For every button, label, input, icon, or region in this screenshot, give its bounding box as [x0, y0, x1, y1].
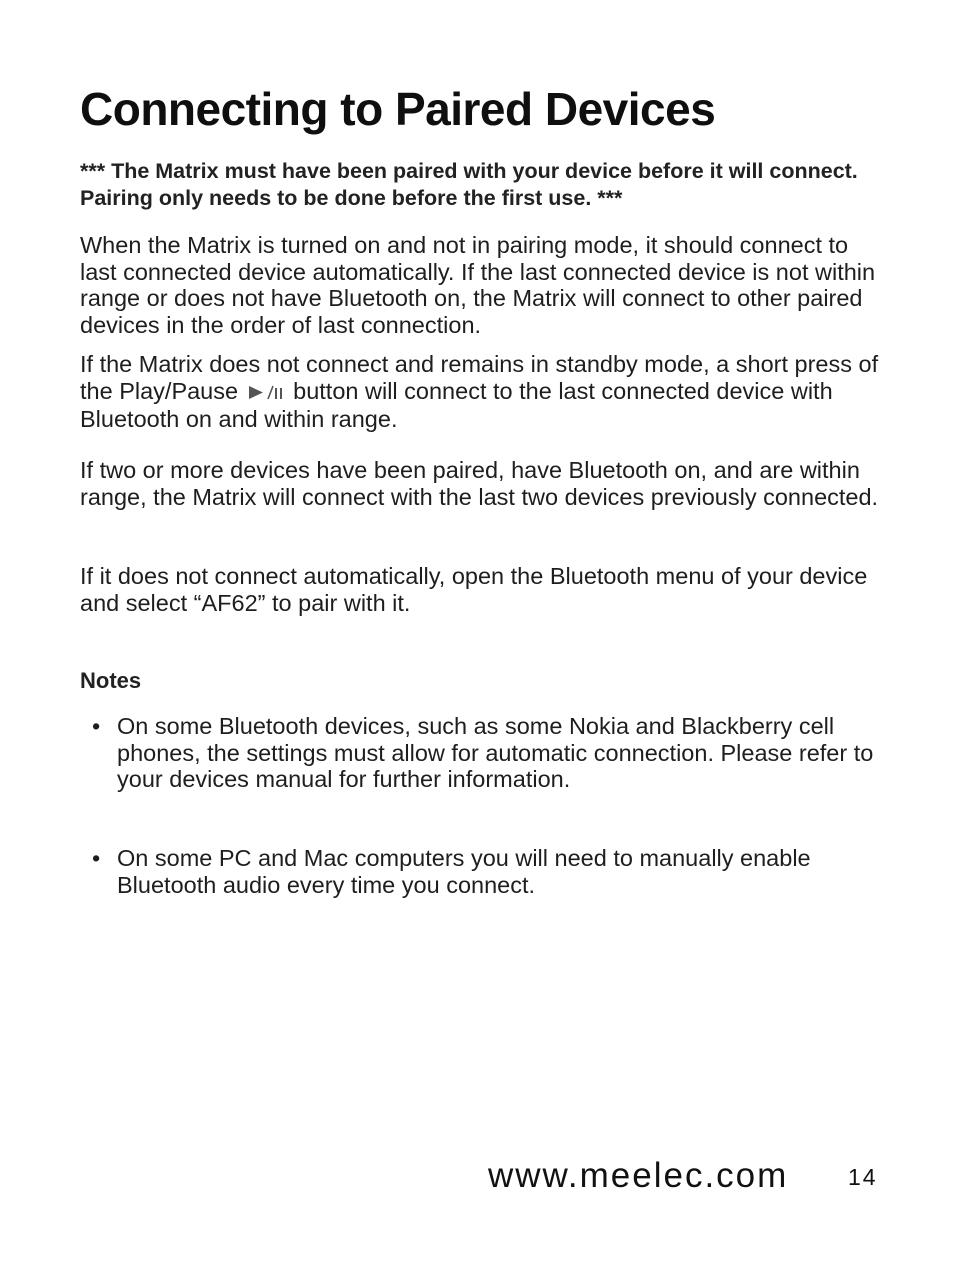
paragraph-auto-connect: When the Matrix is turned on and not in pairing mode, it should connect to last connected device automatically. If the last connected device is not within range or does not have Bluetooth on, the Matrix will connect to other paired devices in the order of last connection. [80, 232, 876, 338]
bullet-icon: • [92, 713, 101, 739]
paragraph-manual-pairing: If it does not connect automatically, open the Bluetooth menu of your device and select “AF62” to pair with it. [80, 563, 868, 616]
list-item [80, 713, 890, 793]
paragraph-standby-text-2: button will connect to the last connected device with Bluetooth on and within range. [80, 377, 833, 432]
paragraph-multiple-devices: If two or more devices have been paired, have Bluetooth on, and are within range, the Matrix will connect with the last two devices previously connected. [80, 457, 879, 510]
pairing-warning: *** The Matrix must have been paired with your device before it will connect. Pairing only needs to be done before the first use. *** [80, 159, 858, 210]
notes-heading: Notes [80, 668, 142, 693]
page-title: Connecting to Paired Devices [80, 83, 716, 135]
play-pause-icon [247, 380, 285, 407]
footer-website: www.meelec.com [488, 1156, 789, 1195]
bullet-icon: • [92, 845, 101, 871]
paragraph-standby-text-1: If the Matrix does not connect and remains in standby mode, a short press of the Play/Pause [80, 351, 879, 404]
list-item [80, 845, 890, 898]
note-text: On some Bluetooth devices, such as some Nokia and Blackberry cell phones, the settings must allow for automatic connection. Please refer to your devices manual for further information. [117, 713, 874, 792]
page-number: 14 [848, 1164, 878, 1190]
note-text: On some PC and Mac computers you will need to manually enable Bluetooth audio every time you connect. [117, 845, 811, 898]
paragraph-standby [80, 351, 890, 433]
